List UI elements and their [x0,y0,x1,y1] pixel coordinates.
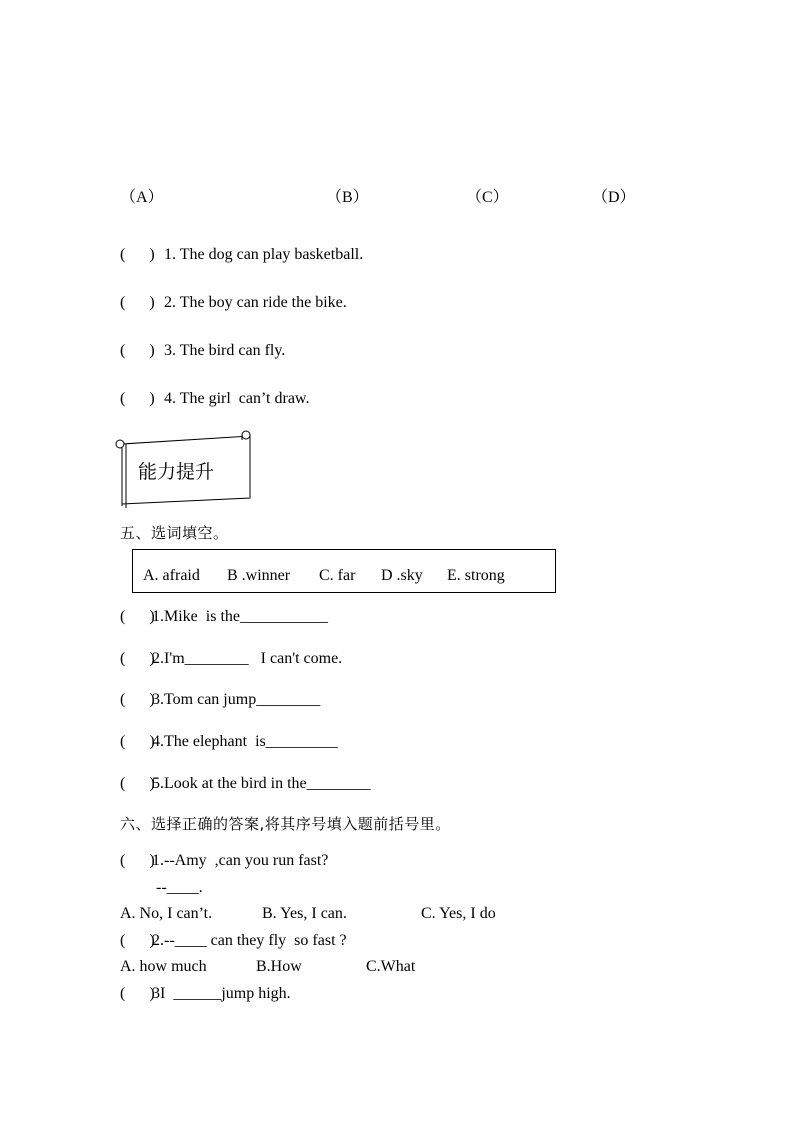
s6-q3-paren[interactable]: ( ) [120,985,155,1002]
word-option-b: B .winner [227,567,291,584]
s6-q2-paren[interactable]: ( ) [120,932,155,949]
s6-q2-option-c: C.What [366,958,416,975]
s5-item-5-text: 5.Look at the bird in the________ [152,775,371,792]
match-item-1-text: 1. The dog can play basketball. [164,246,364,263]
word-option-d: D .sky [381,567,423,584]
s6-q1-option-c: C. Yes, I do [421,905,496,922]
s5-item-1-paren[interactable]: ( ) [120,608,155,625]
match-item-2-text: 2. The boy can ride the bike. [164,294,347,311]
option-label-c: （C） [466,189,509,206]
section-6-title: 六、选择正确的答案,将其序号填入题前括号里。 [120,815,451,833]
word-option-c: C. far [319,567,356,584]
s5-item-1-text: 1.Mike is the___________ [152,608,328,625]
s5-item-2-text: 2.I'm________ I can't come. [152,650,343,667]
s5-item-3-text: 3.Tom can jump________ [152,691,321,708]
match-item-2-paren[interactable]: ( ) [120,294,155,311]
banner-label: 能力提升 [138,461,215,483]
s6-q3-text: 3I ______jump high. [152,985,291,1002]
option-label-a: （A） [120,189,164,206]
s6-q1-answer-line: --____. [156,879,203,896]
s5-item-2-paren[interactable]: ( ) [120,650,155,667]
match-item-4-text: 4. The girl can’t draw. [164,390,310,407]
word-option-a: A. afraid [143,567,200,584]
s6-q1-paren[interactable]: ( ) [120,852,155,869]
option-label-d: （D） [592,189,636,206]
s5-item-3-paren[interactable]: ( ) [120,691,155,708]
section-5-title: 五、选词填空。 [120,524,229,542]
match-item-1-paren[interactable]: ( ) [120,246,155,263]
word-option-e: E. strong [447,567,505,584]
s6-q1-option-b: B. Yes, I can. [262,905,347,922]
match-item-3-paren[interactable]: ( ) [120,342,155,359]
s5-item-4-text: 4.The elephant is_________ [152,733,338,750]
s5-item-5-paren[interactable]: ( ) [120,775,155,792]
s6-q2-text: 2.--____ can they fly so fast ? [152,932,347,949]
s6-q1-option-a: A. No, I can’t. [120,905,213,922]
s6-q2-option-b: B.How [256,958,302,975]
word-bank-box [132,549,556,593]
s5-item-4-paren[interactable]: ( ) [120,733,155,750]
s6-q1-text: 1.--Amy ,can you run fast? [152,852,329,869]
s6-q2-option-a: A. how much [120,958,207,975]
match-item-3-text: 3. The bird can fly. [164,342,286,359]
match-item-4-paren[interactable]: ( ) [120,390,155,407]
option-label-b: （B） [326,189,369,206]
